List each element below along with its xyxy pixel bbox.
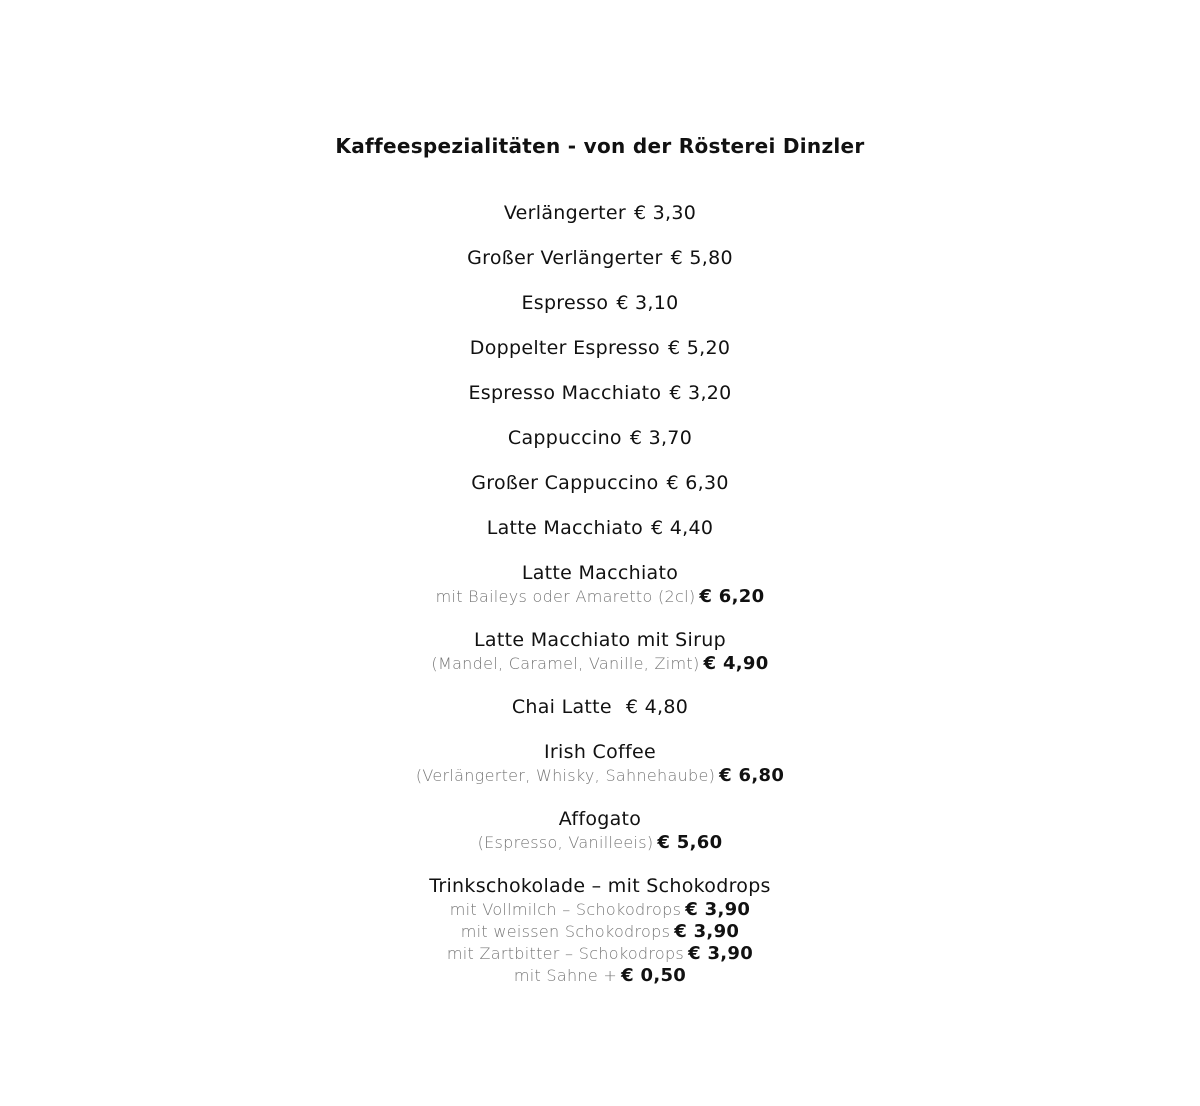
- item-price: € 3,30: [633, 202, 697, 224]
- menu-item: [0, 246, 1200, 271]
- menu-item: [0, 516, 1200, 541]
- menu-item: [0, 201, 1200, 226]
- menu-item: [0, 695, 1200, 720]
- item-description: (Espresso, Vanilleeis): [477, 833, 654, 852]
- item-price: € 4,80: [625, 696, 689, 718]
- item-price: € 5,20: [667, 337, 731, 359]
- item-name: Latte Macchiato: [521, 562, 679, 584]
- menu-item: [0, 381, 1200, 406]
- item-price: € 4,40: [651, 517, 714, 539]
- item-name: Affogato: [558, 808, 642, 830]
- menu-item: [0, 807, 1200, 854]
- item-name: Irish Coffee: [544, 741, 656, 763]
- item-price: € 6,80: [719, 765, 785, 786]
- option-label: mit Sahne +: [513, 966, 618, 985]
- chocolate-option: [0, 921, 1200, 943]
- menu-item-chocolate: [0, 874, 1200, 987]
- chocolate-option: [0, 943, 1200, 965]
- item-price: € 4,90: [703, 653, 769, 674]
- item-name: Espresso: [521, 292, 609, 314]
- option-label: mit Vollmilch – Schokodrops: [449, 900, 682, 919]
- item-price: € 5,60: [657, 832, 723, 853]
- item-price: € 3,70: [629, 427, 693, 449]
- menu-item: [0, 561, 1200, 608]
- menu-item: [0, 740, 1200, 787]
- item-price: € 3,10: [616, 292, 679, 314]
- item-description: (Verlängerter, Whisky, Sahnehaube): [415, 766, 716, 785]
- menu-title: Kaffeespezialitäten - von der Rösterei Dinzler: [335, 134, 865, 158]
- item-name: Trinkschokolade – mit Schokodrops: [429, 875, 771, 897]
- item-name: Doppelter Espresso: [469, 337, 660, 359]
- option-price: € 3,90: [685, 899, 751, 920]
- item-name: Chai Latte: [511, 696, 612, 718]
- item-name: Verlängerter: [503, 202, 626, 224]
- option-price: € 0,50: [621, 965, 687, 986]
- menu-item: [0, 471, 1200, 496]
- item-name: Latte Macchiato: [486, 517, 644, 539]
- option-price: € 3,90: [688, 943, 754, 964]
- chocolate-option: [0, 899, 1200, 921]
- option-price: € 3,90: [674, 921, 740, 942]
- item-price: € 5,80: [670, 247, 733, 269]
- menu-item: [0, 628, 1200, 675]
- option-label: mit weissen Schokodrops: [460, 922, 671, 941]
- menu-item: [0, 426, 1200, 451]
- item-description: mit Baileys oder Amaretto (2cl): [435, 587, 696, 606]
- item-name: Großer Verlängerter: [467, 247, 663, 269]
- option-label: mit Zartbitter – Schokodrops: [446, 944, 685, 963]
- menu-item: [0, 291, 1200, 316]
- menu-item: [0, 336, 1200, 361]
- item-description: (Mandel, Caramel, Vanille, Zimt): [431, 654, 700, 673]
- item-name: Espresso Macchiato: [468, 382, 662, 404]
- item-name: Latte Macchiato mit Sirup: [474, 629, 726, 651]
- menu-list: [0, 201, 1200, 1007]
- item-name: Cappuccino: [507, 427, 622, 449]
- item-price: € 3,20: [669, 382, 732, 404]
- item-price: € 6,30: [666, 472, 729, 494]
- item-price: € 6,20: [699, 586, 765, 607]
- chocolate-option: [0, 965, 1200, 987]
- item-name: Großer Cappuccino: [471, 472, 659, 494]
